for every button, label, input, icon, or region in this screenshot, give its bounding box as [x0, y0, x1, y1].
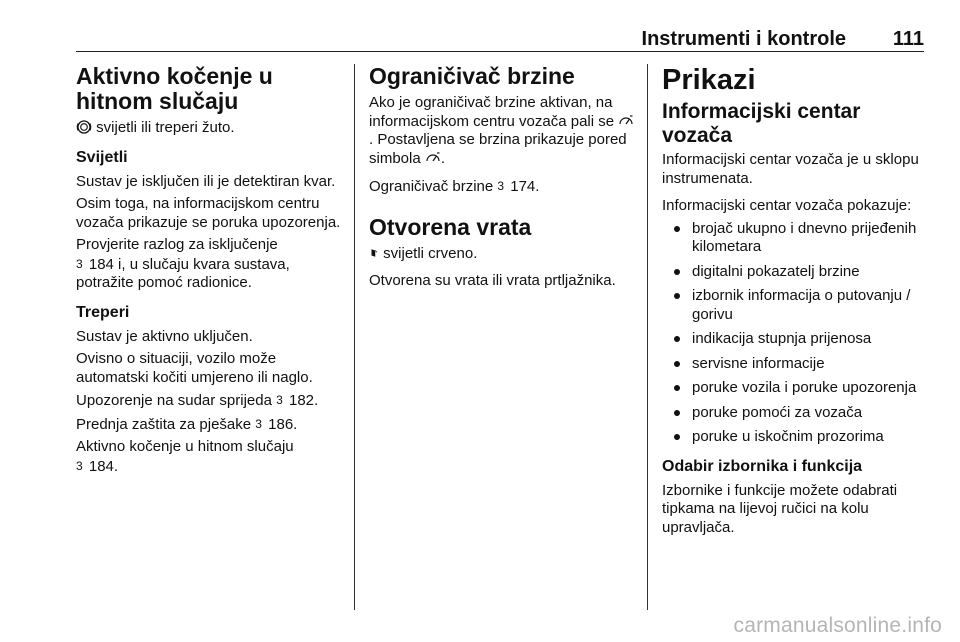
paragraph: Prednja zaštita za pješake 3 186.	[76, 415, 298, 433]
subheading-lights: Svijetli	[76, 148, 128, 166]
bullet-icon	[674, 226, 680, 232]
page-ref-icon[interactable]: 3	[497, 179, 505, 193]
section-heading-open-door: Otvorena vrata	[369, 213, 532, 240]
paragraph: Sustav je isključen ili je detektiran kvar.	[76, 172, 336, 190]
paragraph: Informacijski centar vozača je u sklopu instrumenata.	[662, 151, 919, 187]
paragraph: Otvorena su vrata ili vrata prtljažnika.	[369, 272, 616, 289]
list-item: poruke u iskočnim prozorima	[662, 428, 930, 447]
section-heading-displays: Prikazi	[662, 64, 756, 96]
page-ref-icon[interactable]: 3	[276, 393, 283, 407]
bullet-icon	[674, 293, 680, 299]
list-item: poruke pomoći za vozača	[662, 404, 930, 423]
page-ref-icon[interactable]: 3	[76, 256, 83, 271]
feature-list	[662, 220, 930, 447]
column-3	[662, 64, 930, 541]
list-item: digitalni pokazatelj brzine	[662, 263, 930, 282]
bullet-icon	[674, 410, 680, 416]
bullet-icon	[674, 385, 680, 391]
page-ref-icon[interactable]: 3	[76, 458, 83, 473]
bullet-icon	[674, 269, 680, 275]
list-item: servisne informacije	[662, 355, 930, 374]
emergency-braking-icon	[76, 120, 92, 134]
paragraph: Ograničivač brzine 3 174.	[369, 178, 540, 195]
column-2	[369, 64, 635, 295]
subheading-menu-selection: Odabir izbornika i funkcija	[662, 457, 863, 475]
column-divider-1	[354, 64, 355, 610]
bullet-icon	[674, 361, 680, 367]
paragraph: Aktivno kočenje u hitnom slučaju 3 184.	[76, 438, 294, 475]
list-item: poruke vozila i poruke upozorenja	[662, 379, 930, 398]
page-number: 111	[892, 28, 924, 50]
section-heading-speed-limiter: Ograničivač brzine	[369, 63, 575, 89]
paragraph: Ako je ograničivač brzine aktivan, na informacijskom centru vozača pali se . Postavljena se brzina prikazuje pored simbola .	[369, 94, 635, 168]
list-item: indikacija stupnja prijenosa	[662, 330, 930, 349]
chapter-title: Instrumenti i kontrole	[641, 28, 846, 50]
paragraph: svijetli crveno.	[369, 245, 635, 264]
paragraph: Sustav je aktivno uključen.	[76, 327, 253, 345]
page-ref-icon[interactable]: 3	[255, 416, 262, 431]
paragraph: Ovisno o situaciji, vozilo može automatski kočiti umjereno ili naglo.	[76, 350, 313, 386]
watermark: carmanualsonline.info	[733, 614, 942, 637]
column-divider-2	[647, 64, 648, 610]
paragraph: Informacijski centar vozača pokazuje:	[662, 197, 912, 214]
open-door-icon	[369, 246, 379, 260]
bullet-icon	[674, 434, 680, 440]
paragraph: Izbornike i funkcije možete odabrati tipkama na lijevoj ručici na kolu upravljača.	[662, 481, 898, 536]
section-heading-driver-info-center: Informacijski centar vozača	[662, 100, 861, 147]
paragraph: svijetli ili treperi žuto.	[76, 119, 344, 138]
bullet-icon	[674, 336, 680, 342]
paragraph: Osim toga, na informacijskom centru vozača prikazuje se poruka upozorenja.	[76, 195, 341, 231]
speed-limiter-icon	[425, 151, 441, 165]
subheading-flashes: Treperi	[76, 303, 130, 321]
paragraph: Provjerite razlog za isključenje 3 184 i, u slučaju kvara sustava, potražite pomoć radionice.	[76, 236, 290, 291]
speed-limiter-icon	[618, 114, 634, 128]
section-heading-emergency-braking: Aktivno kočenje u hitnom slučaju	[76, 63, 273, 114]
list-item: brojač ukupno i dnevno prijeđenih kilometara	[662, 220, 930, 257]
paragraph: Upozorenje na sudar sprijeda 3 182.	[76, 392, 319, 409]
list-item: izbornik informacija o putovanju / gorivu	[662, 287, 930, 324]
column-1	[76, 64, 344, 480]
page-header	[76, 28, 924, 52]
